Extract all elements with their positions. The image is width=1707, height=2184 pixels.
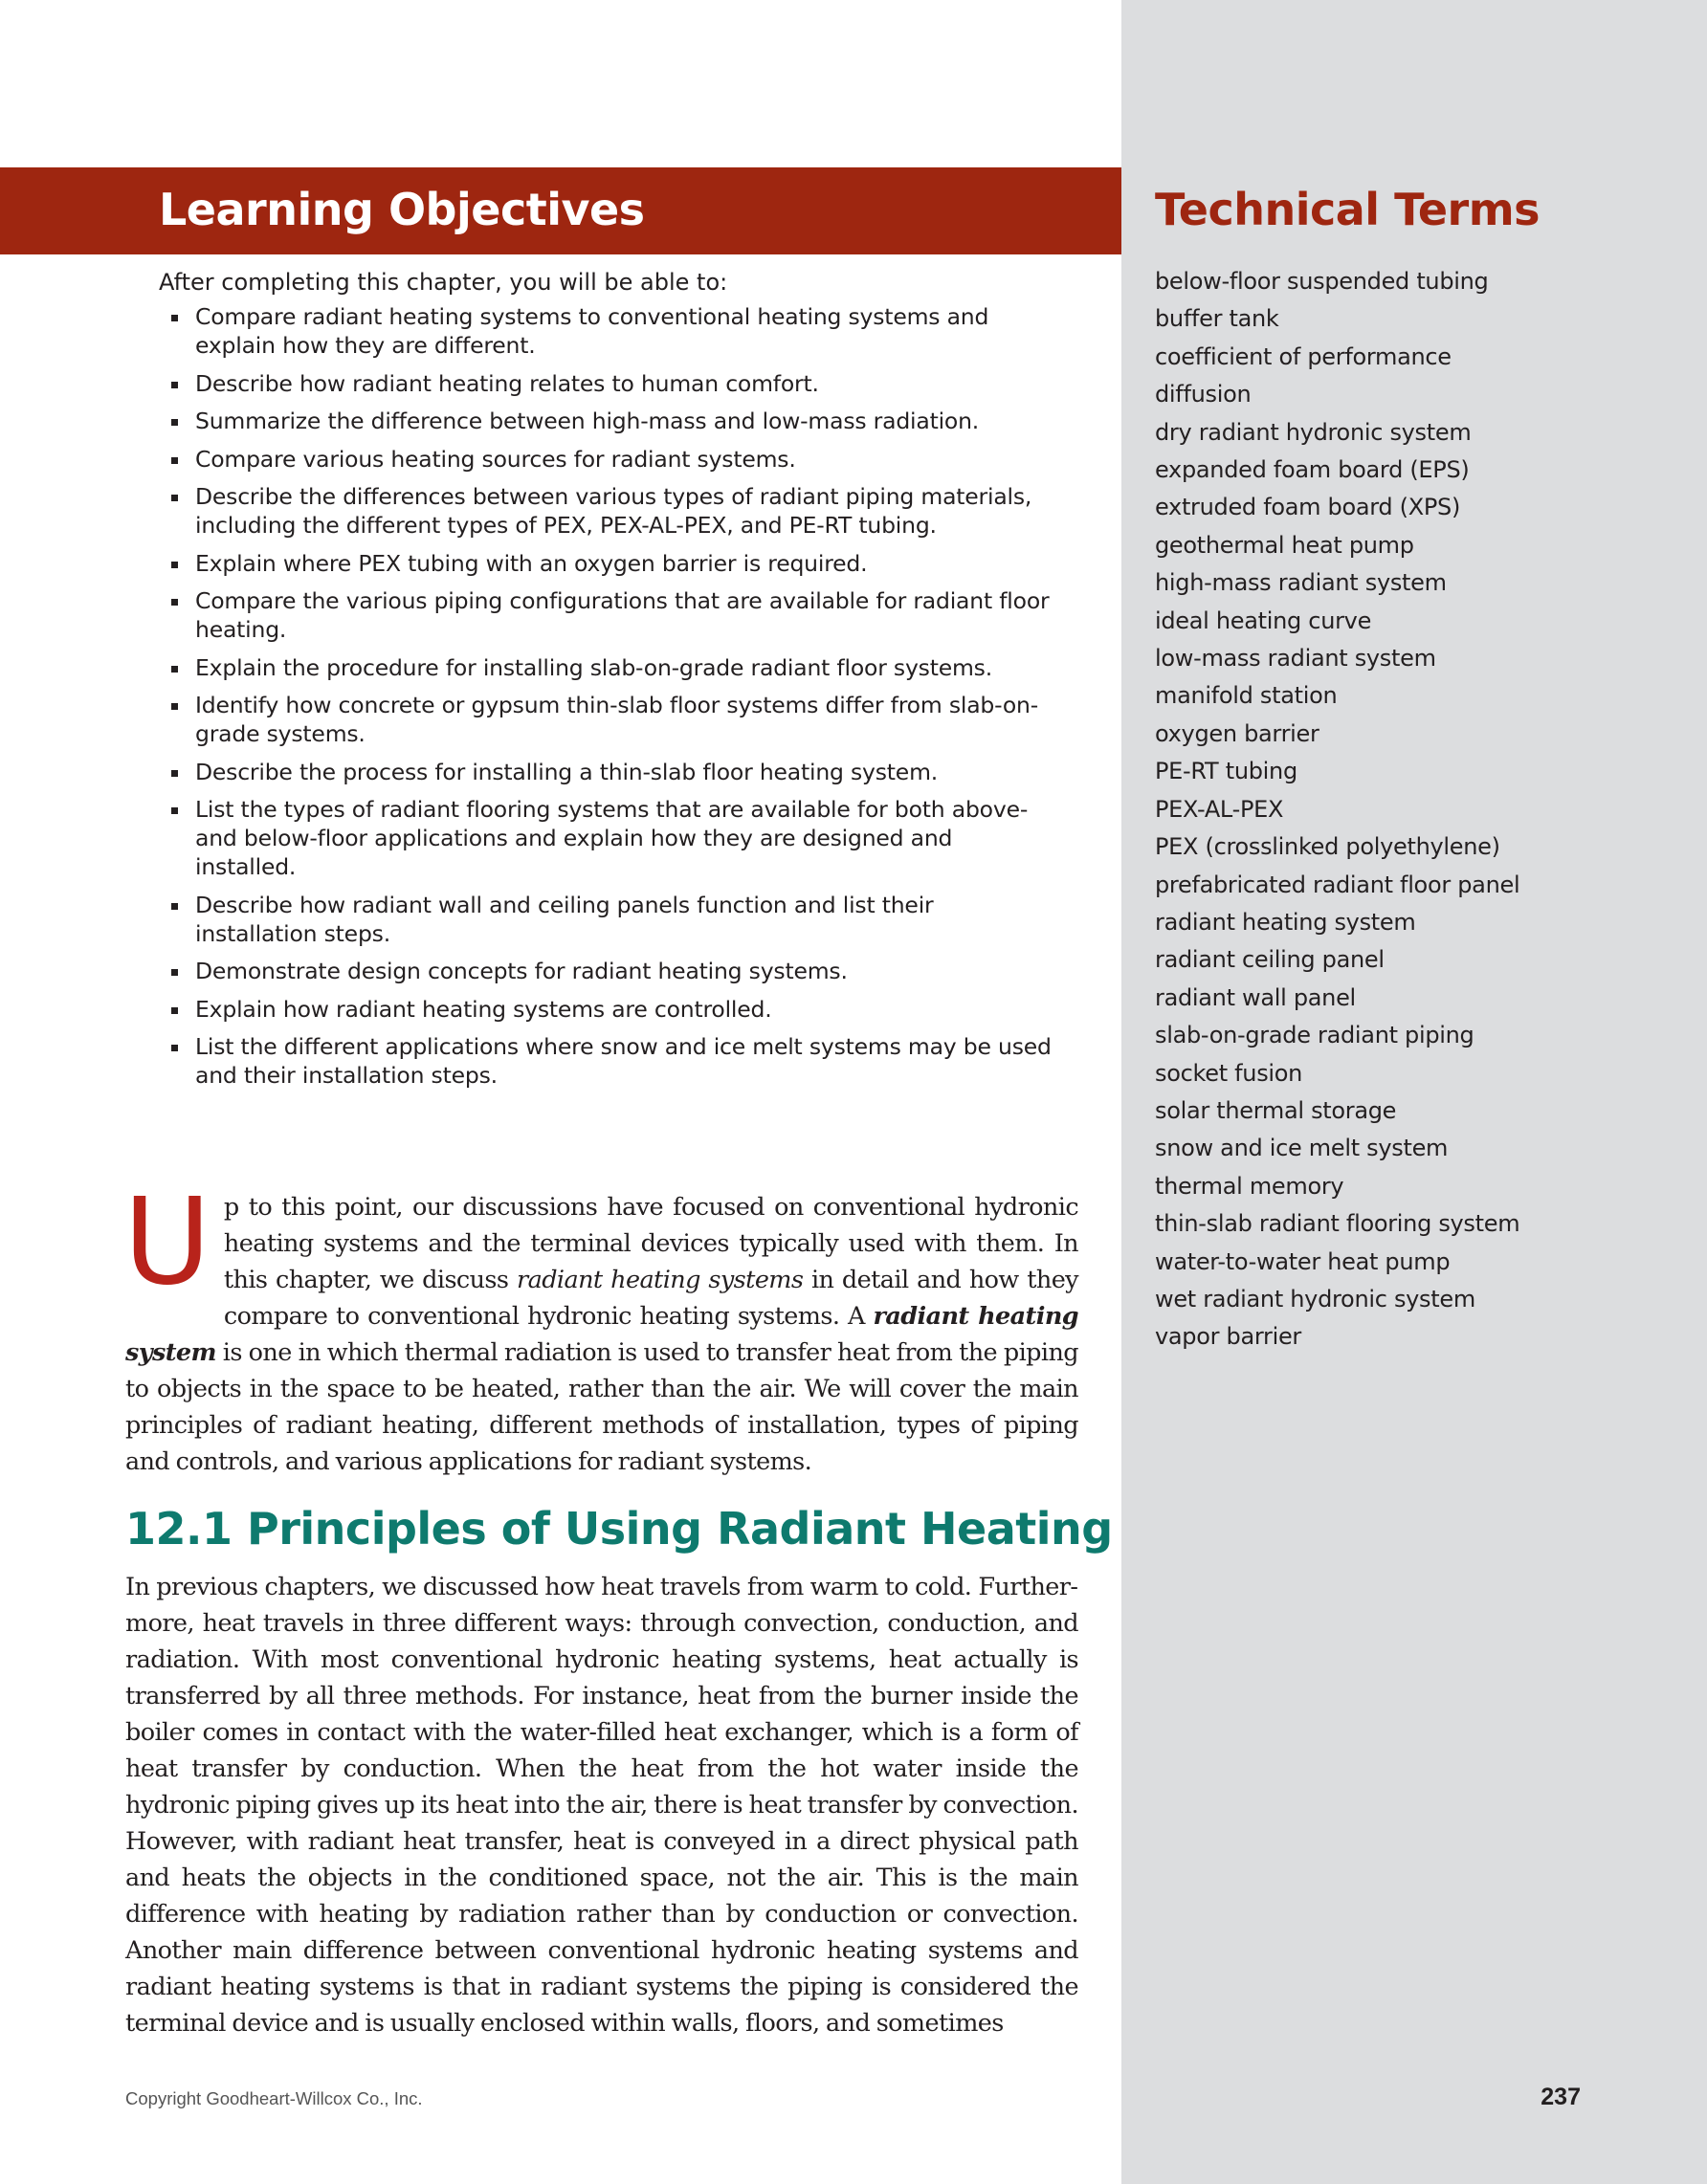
technical-term-item: buffer tank [1155, 305, 1279, 333]
technical-term-item: PEX (crosslinked polyethylene) [1155, 833, 1500, 861]
objective-item: Describe the differences between various types of radiant piping materials, including the different types of PEX, PEX-AL-PEX, and PE-RT tubing. [159, 482, 1053, 540]
objective-item: Explain the procedure for installing slab-on-grade radiant floor systems. [159, 653, 1053, 682]
objective-item: Explain where PEX tubing with an oxygen barrier is required. [159, 549, 1053, 578]
section-paragraph: In previous chapters, we discussed how heat travels from warm to cold. Furthermore, heat travels in three different ways: through convection, conduction, and radiation. With most conventional hydronic heating systems, heat actually is transferred by all three methods. For instance, heat from the burner inside the boiler comes in contact with the water-filled heat exchanger, which is a form of heat transfer by conduction. When the heat from the hot water inside the hydronic piping gives up its heat into the air, there is heat transfer by convection. However, with radiant heat transfer, heat is conveyed in a direct physical path and heats the objects in the conditioned space, not the air. This is the main difference with heating by radiation rather than by conduction or convection. Another main difference between conventional hydronic heating systems and radiant heating systems is that in radiant systems the piping is considered the terminal device and is usually enclosed within walls, floors, and sometimes [125, 1573, 1078, 2038]
section-heading: 12.1 Principles of Using Radiant Heating [125, 1503, 1113, 1555]
objective-item: Compare various heating sources for radiant systems. [159, 445, 1053, 474]
drop-cap: U [123, 1173, 211, 1312]
technical-term-item: dry radiant hydronic system [1155, 418, 1472, 446]
technical-term-item: slab-on-grade radiant piping [1155, 1022, 1474, 1049]
intro-paragraph [123, 1173, 1078, 1480]
technical-term-item: diffusion [1155, 381, 1252, 408]
intro-text-3: is one in which thermal radiation is used to transfer heat from the piping to objects in the space to be heated, rather than the air. We will cover the main principles of radiant heating, different methods of installation, types of piping and controls, and various applications for radiant systems. [125, 1338, 1078, 1476]
intro-bold-term: radiant heating system [125, 1302, 1078, 1367]
intro-text-2: in detail and how they compare to conventional hydronic heating systems. A [223, 1266, 1078, 1331]
technical-term-item: radiant wall panel [1155, 983, 1356, 1011]
technical-term-item: PEX-AL-PEX [1155, 795, 1284, 823]
technical-term-item: thermal memory [1155, 1172, 1344, 1200]
technical-term-item: snow and ice melt system [1155, 1135, 1449, 1162]
learning-objectives-list [159, 302, 1053, 1099]
technical-term-item: radiant ceiling panel [1155, 946, 1385, 974]
technical-terms-list [1155, 263, 1691, 1357]
technical-term-item: coefficient of performance [1155, 342, 1452, 370]
technical-term-item: expanded foam board (EPS) [1155, 456, 1470, 484]
technical-term-item: radiant heating system [1155, 908, 1416, 936]
technical-term-item: high-mass radiant system [1155, 569, 1447, 597]
technical-term-item: solar thermal storage [1155, 1096, 1397, 1124]
technical-term-item: prefabricated radiant floor panel [1155, 871, 1520, 898]
technical-term-item: thin-slab radiant flooring system [1155, 1210, 1520, 1238]
objective-item: Describe how radiant wall and ceiling panels function and list their installation steps. [159, 891, 1053, 948]
objective-item: Describe the process for installing a thin-slab floor heating system. [159, 758, 1053, 786]
objective-item: Summarize the difference between high-mass and low-mass radiation. [159, 407, 1053, 435]
technical-term-item: wet radiant hydronic system [1155, 1285, 1475, 1313]
objective-item: List the types of radiant flooring systems that are available for both above- and below-floor applications and explain how they are designed and installed. [159, 795, 1053, 881]
objective-item: Identify how concrete or gypsum thin-slab floor systems differ from slab-on-grade systems. [159, 691, 1053, 748]
objective-item: Explain how radiant heating systems are controlled. [159, 995, 1053, 1024]
technical-term-item: geothermal heat pump [1155, 531, 1414, 559]
objective-item: List the different applications where snow and ice melt systems may be used and their installation steps. [159, 1032, 1053, 1090]
technical-term-item: extruded foam board (XPS) [1155, 494, 1461, 521]
technical-term-item: ideal heating curve [1155, 607, 1372, 634]
technical-terms-title: Technical Terms [1155, 184, 1541, 235]
objective-item: Compare the various piping configurations that are available for radiant floor heating. [159, 586, 1053, 644]
technical-term-item: vapor barrier [1155, 1323, 1301, 1351]
technical-term-item: PE-RT tubing [1155, 758, 1297, 785]
technical-term-item: manifold station [1155, 682, 1338, 710]
technical-term-item: oxygen barrier [1155, 719, 1319, 747]
objective-item: Compare radiant heating systems to conventional heating systems and explain how they are different. [159, 302, 1053, 360]
technical-term-item: socket fusion [1155, 1059, 1303, 1087]
copyright-notice: Copyright Goodheart-Willcox Co., Inc. [125, 2088, 423, 2108]
objective-item: Describe how radiant heating relates to human comfort. [159, 369, 1053, 398]
technical-term-item: low-mass radiant system [1155, 645, 1436, 673]
learning-objectives-intro: After completing this chapter, you will be able to: [159, 269, 728, 296]
objective-item: Demonstrate design concepts for radiant heating systems. [159, 957, 1053, 985]
learning-objectives-title: Learning Objectives [159, 184, 645, 235]
technical-term-item: below-floor suspended tubing [1155, 268, 1489, 295]
page-number: 237 [1541, 2084, 1581, 2110]
intro-text-1: p to this point, our discussions have focused on conventional hydronic heating systems and the terminal devices typically used with them. In this chapter, we discuss [223, 1193, 1078, 1294]
intro-italic-term: radiant heating systems [517, 1266, 804, 1294]
technical-term-item: water-to-water heat pump [1155, 1247, 1451, 1275]
